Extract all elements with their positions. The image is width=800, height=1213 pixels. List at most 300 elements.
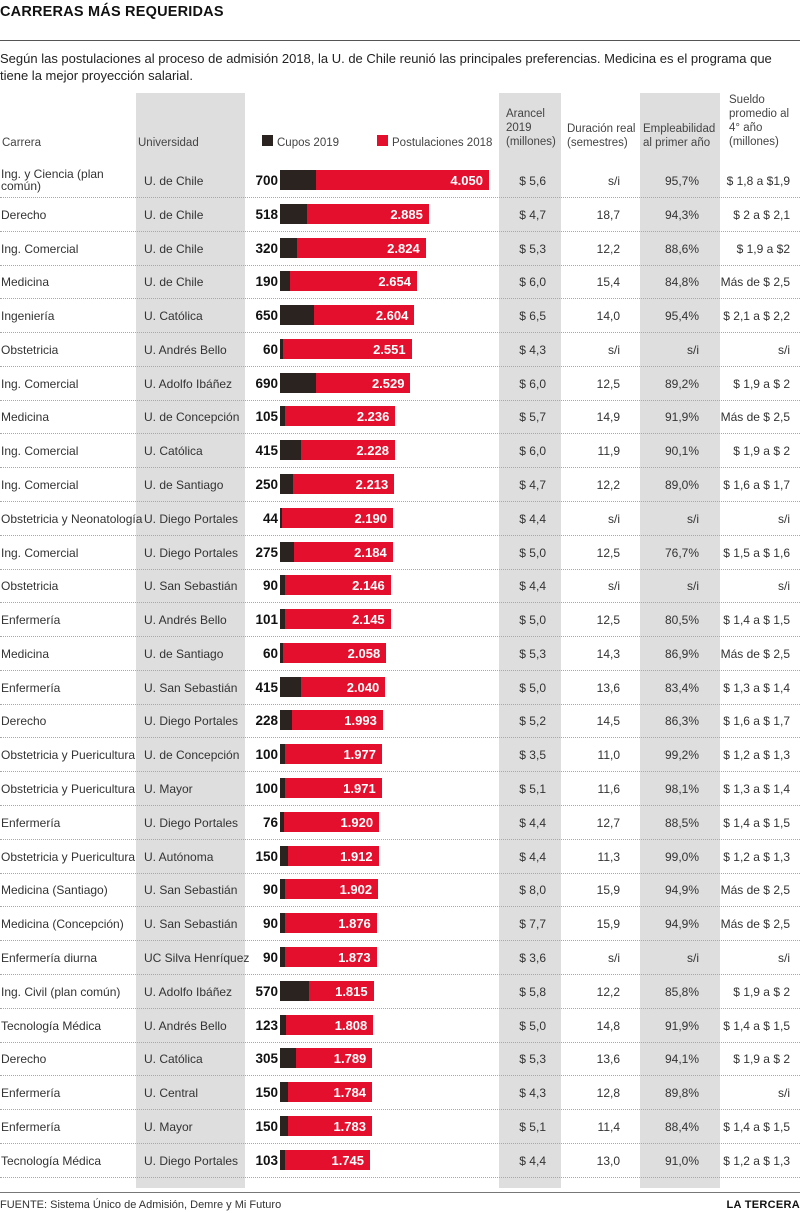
table-row [0,569,800,603]
cupos-bar [280,778,285,798]
cupos-bar [280,1082,288,1102]
arancel-cell: $ 4,3 [519,1086,546,1101]
empleabilidad-cell: s/i [687,579,699,594]
cupos-bar [280,170,316,190]
cupos-value: 44 [262,510,278,526]
empleabilidad-cell: 94,9% [664,883,699,898]
table-row [0,806,800,840]
postulaciones-value: 1.873 [338,949,371,965]
sueldo-cell: $ 1,6 a $ 1,7 [723,478,790,493]
cupos-value: 320 [255,240,278,256]
cupos-value: 415 [255,679,278,695]
header-universidad: Universidad [138,137,199,149]
duracion-cell: 13,0 [596,1153,620,1168]
universidad-cell: U. San Sebastián [144,883,238,898]
table-row [0,975,800,1009]
intro-text: Según las postulaciones al proceso de admisión 2018, la U. de Chile reunió las principales preferencias. Medicina es el programa que tiene la mejor proyección salarial. [0,51,772,83]
cupos-bar [280,677,301,697]
carrera-cell: Obstetricia y Neonatología [1,511,143,526]
cupos-value: 690 [255,375,278,391]
carrera-cell: Obstetricia y Puericultura [1,782,136,797]
duracion-cell: 14,3 [596,646,620,661]
empleabilidad-cell: 89,2% [664,376,699,391]
carrera-cell: Derecho [1,714,47,729]
sueldo-cell: $ 1,4 a $ 1,5 [723,613,790,628]
table-row [0,164,800,198]
sueldo-cell: s/i [778,342,790,357]
cupos-value: 90 [262,882,278,898]
carrera-cell: Tecnología Médica [1,1018,102,1033]
carrera-cell: Enfermería [1,613,61,628]
universidad-cell: U. de Chile [144,275,204,290]
arancel-cell: $ 4,4 [519,1153,546,1168]
cupos-value: 90 [262,578,278,594]
arancel-cell: $ 4,4 [519,815,546,830]
universidad-cell: U. de Santiago [144,646,224,661]
postulaciones-value: 2.040 [346,679,380,695]
carrera-cell: Ing. Comercial [1,444,79,459]
postulaciones-value: 1.808 [334,1017,368,1033]
legend-swatch-postulaciones [377,135,388,146]
cupos-value: 100 [255,747,278,763]
cupos-value: 570 [255,983,278,999]
arancel-cell: $ 7,7 [519,917,546,932]
table-row [0,1144,800,1178]
carrera-cell: Ing. Comercial [1,241,79,256]
arancel-cell: $ 5,2 [519,714,546,729]
postulaciones-value: 1.920 [340,814,374,830]
empleabilidad-cell: 91,9% [664,1018,699,1033]
sueldo-cell: $ 1,4 a $ 1,5 [723,1119,790,1134]
arancel-cell: $ 5,3 [519,241,546,256]
postulaciones-value: 1.912 [340,848,373,864]
cupos-value: 650 [255,308,278,324]
duracion-cell: 11,6 [597,782,620,797]
carrera-cell: Derecho [1,207,47,222]
arancel-cell: $ 5,3 [519,1052,546,1067]
sueldo-cell: $ 1,6 a $ 1,7 [723,714,790,729]
universidad-cell: U. Diego Portales [144,714,239,729]
cupos-bar [280,238,297,258]
duracion-cell: 12,7 [596,815,620,830]
empleabilidad-cell: 95,4% [664,309,699,324]
postulaciones-value: 2.058 [347,645,381,661]
empleabilidad-cell: 99,2% [664,748,699,763]
universidad-cell: U. San Sebastián [144,579,238,594]
universidad-cell: U. Mayor [144,782,193,797]
duracion-cell: s/i [608,342,620,357]
universidad-cell: U. Diego Portales [144,511,239,526]
empleabilidad-cell: 88,4% [664,1119,699,1134]
postulaciones-value: 2.824 [387,240,420,256]
arancel-cell: $ 4,3 [519,342,546,357]
arancel-cell: $ 4,4 [519,579,546,594]
postulaciones-value: 1.783 [333,1118,366,1134]
table-row [0,434,800,468]
table-row [0,1009,800,1043]
arancel-cell: $ 4,4 [519,849,546,864]
empleabilidad-cell: 86,9% [664,646,699,661]
sueldo-cell: $ 1,8 a $1,9 [726,174,790,188]
postulaciones-value: 1.993 [344,713,377,729]
cupos-value: 150 [255,1118,278,1134]
arancel-cell: $ 5,6 [519,174,546,188]
arancel-cell: $ 4,4 [519,511,546,526]
carrera-cell: Ing. Civil (plan común) [1,984,121,999]
sueldo-cell: $ 1,4 a $ 1,5 [723,815,790,830]
carrera-cell: Enfermería diurna [1,950,98,965]
sueldo-cell: Más de $ 2,5 [720,917,790,932]
cupos-bar [280,981,309,1001]
postulaciones-value: 2.529 [371,375,405,391]
cupos-value: 415 [255,443,278,459]
carrera-cell: Tecnología Médica [1,1153,102,1168]
cupos-bar [280,508,282,528]
duracion-cell: s/i [608,950,620,965]
postulaciones-value: 1.784 [333,1085,367,1101]
cupos-bar [280,440,301,460]
postulaciones-value: 1.789 [333,1051,367,1067]
sueldo-cell: $ 1,9 a $ 2 [733,984,790,999]
universidad-cell: U. Mayor [144,1119,193,1134]
duracion-cell: 15,9 [596,883,620,898]
duracion-cell: 12,5 [596,545,620,560]
empleabilidad-cell: 98,1% [664,782,699,797]
cupos-value: 275 [255,544,278,560]
table-row [0,265,800,299]
table-row [0,1110,800,1144]
table-row [0,502,800,536]
sueldo-cell: s/i [778,950,790,965]
empleabilidad-cell: 89,0% [664,478,699,493]
arancel-cell: $ 4,7 [519,478,546,493]
postulaciones-value: 1.876 [338,916,371,932]
universidad-cell: U. Diego Portales [144,815,239,830]
chart-title: CARRERAS MÁS REQUERIDAS [0,4,224,20]
empleabilidad-cell: 85,8% [664,984,699,999]
arancel-cell: $ 3,5 [519,748,546,763]
duracion-cell: 14,5 [596,714,620,729]
sueldo-cell: $ 1,9 a $2 [736,241,790,256]
universidad-cell: U. de Chile [144,207,204,222]
cupos-value: 190 [255,274,278,290]
empleabilidad-cell: s/i [687,511,699,526]
duracion-cell: 13,6 [596,1052,620,1067]
duracion-cell: 15,4 [596,275,620,290]
universidad-cell: U. Católica [144,1052,203,1067]
duracion-cell: 11,0 [597,748,620,763]
postulaciones-value: 2.190 [354,510,387,526]
carrera-cell: Medicina (Santiago) [1,883,108,898]
carrera-cell: Ing. y Ciencia (plan común) [1,167,104,193]
universidad-cell: U. Católica [144,444,203,459]
header-sueldo: Sueldo promedio al 4° año (millones) [729,94,790,148]
cupos-bar [280,947,285,967]
header-empleabilidad: Empleabilidad al primer año [643,123,716,149]
table-row [0,232,800,266]
cupos-value: 103 [255,1152,278,1168]
universidad-cell: U. Católica [144,309,203,324]
sueldo-cell: $ 1,4 a $ 1,5 [723,1018,790,1033]
universidad-cell: U. Adolfo Ibáñez [144,984,233,999]
duracion-cell: 12,2 [596,241,620,256]
sueldo-cell: $ 1,2 a $ 1,3 [723,748,790,763]
duracion-cell: 12,2 [596,478,620,493]
postulaciones-value: 1.815 [335,983,368,999]
table-row [0,299,800,333]
universidad-cell: U. Autónoma [144,849,214,864]
duracion-cell: 11,3 [597,849,620,864]
carrera-cell: Medicina [1,275,50,290]
arancel-cell: $ 5,0 [519,680,546,695]
duracion-cell: 11,9 [597,444,620,459]
postulaciones-value: 4.050 [450,173,483,188]
carrera-cell: Enfermería [1,815,61,830]
carrera-cell: Ingeniería [1,309,55,324]
title-divider [0,40,800,41]
postulaciones-value: 2.145 [352,612,385,628]
table-row [0,1042,800,1076]
carrera-cell: Enfermería [1,680,61,695]
postulaciones-value: 2.213 [355,477,389,493]
table-row [0,772,800,806]
sueldo-cell: $ 2,1 a $ 2,2 [723,309,790,324]
table-row [0,637,800,671]
sueldo-cell: Más de $ 2,5 [720,410,790,425]
empleabilidad-cell: 88,6% [664,241,699,256]
empleabilidad-cell: 94,1% [664,1052,699,1067]
postulaciones-value: 2.551 [373,341,406,357]
cupos-bar [280,710,292,730]
postulaciones-value: 1.902 [339,882,373,898]
universidad-cell: U. de Concepción [144,748,240,763]
duracion-cell: s/i [608,174,620,188]
sueldo-cell: Más de $ 2,5 [720,883,790,898]
table-row [0,907,800,941]
empleabilidad-cell: 90,1% [664,444,699,459]
cupos-bar [280,474,293,494]
duracion-cell: 18,7 [596,207,620,222]
cupos-bar [280,643,283,663]
empleabilidad-cell: 99,0% [664,849,699,864]
empleabilidad-cell: s/i [687,342,699,357]
cupos-bar [280,846,288,866]
cupos-bar [280,1116,288,1136]
cupos-bar [280,1048,296,1068]
empleabilidad-cell: 95,7% [664,174,699,188]
postulaciones-value: 2.604 [375,308,409,324]
cupos-value: 123 [255,1017,278,1033]
footer-divider [0,1192,800,1193]
cupos-value: 100 [255,781,278,797]
empleabilidad-cell: 83,4% [664,680,699,695]
cupos-value: 700 [255,173,278,188]
universidad-cell: U. San Sebastián [144,680,238,695]
arancel-cell: $ 6,0 [519,275,546,290]
cupos-bar [280,271,290,291]
empleabilidad-cell: 88,5% [664,815,699,830]
postulaciones-value: 2.146 [352,578,385,594]
postulaciones-value: 1.971 [343,781,376,797]
duracion-cell: 15,9 [596,917,620,932]
table-row [0,704,800,738]
legend-swatch-cupos [262,135,273,146]
empleabilidad-cell: 84,8% [664,275,699,290]
universidad-cell: U. de Chile [144,241,204,256]
empleabilidad-cell: 91,0% [664,1153,699,1168]
empleabilidad-cell: 89,8% [664,1086,699,1101]
table-row [0,536,800,570]
postulaciones-value: 2.184 [354,544,387,560]
empleabilidad-cell: 91,9% [664,410,699,425]
sueldo-cell: $ 1,2 a $ 1,3 [723,1153,790,1168]
source-note: FUENTE: Sistema Único de Admisión, Demre y Mi Futuro [0,1199,282,1211]
carrera-cell: Derecho [1,1052,47,1067]
sueldo-cell: $ 1,2 a $ 1,3 [723,849,790,864]
cupos-value: 518 [255,206,278,222]
carrera-cell: Obstetricia y Puericultura [1,748,136,763]
sueldo-cell: $ 1,9 a $ 2 [733,444,790,459]
carrera-cell: Obstetricia [1,579,59,594]
arancel-cell: $ 5,0 [519,613,546,628]
cupos-value: 60 [262,341,278,357]
cupos-bar [280,744,285,764]
duracion-cell: s/i [608,579,620,594]
universidad-cell: U. Central [144,1086,199,1101]
arancel-cell: $ 6,0 [519,376,546,391]
carrera-cell: Enfermería [1,1119,61,1134]
empleabilidad-cell: 94,9% [664,917,699,932]
duracion-cell: 11,4 [597,1119,620,1134]
cupos-value: 101 [255,612,278,628]
sueldo-cell: $ 1,9 a $ 2 [733,376,790,391]
sueldo-cell: s/i [778,579,790,594]
universidad-cell: U. Diego Portales [144,545,239,560]
table-row [0,840,800,874]
duracion-cell: s/i [608,511,620,526]
carrera-cell: Obstetricia y Puericultura [1,849,136,864]
postulaciones-value: 2.236 [356,409,390,425]
empleabilidad-cell: 94,3% [664,207,699,222]
header-carrera: Carrera [2,137,41,149]
cupos-bar [280,812,284,832]
sueldo-cell: $ 1,3 a $ 1,4 [723,680,790,695]
carrera-cell: Medicina (Concepción) [1,917,124,932]
cupos-bar [280,913,285,933]
universidad-cell: U. Adolfo Ibáñez [144,376,233,391]
carrera-cell: Medicina [1,410,50,425]
empleabilidad-cell: 86,3% [664,714,699,729]
universidad-cell: U. Andrés Bello [144,342,227,357]
arancel-cell: $ 8,0 [519,883,546,898]
postulaciones-value: 1.745 [331,1152,365,1168]
universidad-cell: U. Andrés Bello [144,1018,227,1033]
universidad-cell: U. Diego Portales [144,1153,239,1168]
arancel-cell: $ 4,7 [519,207,546,222]
empleabilidad-cell: 80,5% [664,613,699,628]
duracion-cell: 14,9 [596,410,620,425]
carrera-cell: Enfermería [1,1086,61,1101]
sueldo-cell: s/i [778,1086,790,1101]
table-row [0,671,800,705]
cupos-bar [280,339,283,359]
duracion-cell: 14,8 [596,1018,620,1033]
duracion-cell: 14,0 [596,309,620,324]
table-row [0,873,800,907]
duracion-cell: 12,5 [596,376,620,391]
duracion-cell: 12,2 [596,984,620,999]
postulaciones-value: 1.977 [343,747,376,763]
table-row [0,333,800,367]
carrera-cell: Ing. Comercial [1,478,79,493]
cupos-value: 250 [255,477,278,493]
cupos-bar [280,575,285,595]
arancel-cell: $ 5,0 [519,1018,546,1033]
carrera-cell: Obstetricia [1,342,59,357]
arancel-cell: $ 5,0 [519,545,546,560]
arancel-cell: $ 6,0 [519,444,546,459]
arancel-cell: $ 5,1 [519,1119,546,1134]
arancel-cell: $ 5,7 [519,410,546,425]
table-row [0,367,800,401]
cupos-bar [280,542,294,562]
cupos-value: 150 [255,848,278,864]
table-row [0,941,800,975]
universidad-cell: U. de Chile [144,174,204,188]
sueldo-cell: $ 2 a $ 2,1 [733,207,790,222]
universidad-cell: U. de Concepción [144,410,240,425]
duracion-cell: 12,8 [596,1086,620,1101]
table-row [0,738,800,772]
table-row [0,198,800,232]
postulaciones-value: 2.654 [378,274,411,290]
cupos-value: 90 [262,916,278,932]
arancel-cell: $ 6,5 [519,309,546,324]
cupos-value: 150 [255,1085,278,1101]
empleabilidad-cell: s/i [687,950,699,965]
carrera-cell: Ing. Comercial [1,376,79,391]
header-duracion: Duración real (semestres) [567,123,636,149]
carrera-cell: Medicina [1,646,50,661]
header-arancel: Arancel 2019 (millones) [506,108,556,148]
postulaciones-value: 2.885 [390,206,423,222]
legend-label-postulaciones: Postulaciones 2018 [392,137,493,149]
cupos-bar [280,373,316,393]
brand-logo-text: LA TERCERA [726,1199,800,1211]
cupos-bar [280,1015,286,1035]
cupos-value: 76 [262,814,278,830]
arancel-cell: $ 3,6 [519,950,546,965]
arancel-cell: $ 5,3 [519,646,546,661]
universidad-cell: U. Andrés Bello [144,613,227,628]
table-row [0,603,800,637]
duracion-cell: 13,6 [596,680,620,695]
cupos-bar [280,1150,285,1170]
table-row [0,1076,800,1110]
sueldo-cell: Más de $ 2,5 [720,646,790,661]
cupos-bar [280,609,285,629]
table-row [0,400,800,434]
universidad-cell: U. de Santiago [144,478,224,493]
sueldo-cell: Más de $ 2,5 [720,275,790,290]
carrera-cell: Ing. Comercial [1,545,79,560]
postulaciones-value: 2.228 [356,443,389,459]
universidad-cell: UC Silva Henríquez [144,950,250,965]
universidad-cell: U. San Sebastián [144,917,238,932]
cupos-value: 60 [262,645,278,661]
cupos-value: 90 [262,949,278,965]
table-row [0,468,800,502]
